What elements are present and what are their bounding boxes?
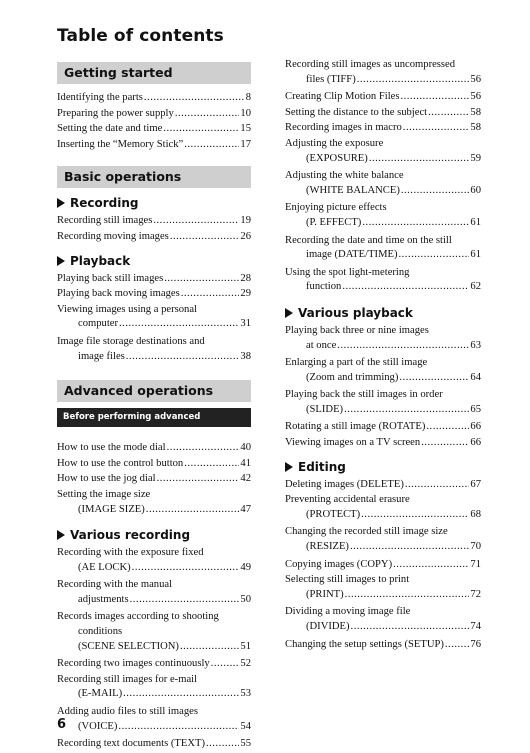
toc-entry-page: 76 [470, 638, 481, 650]
toc-entry-page: 58 [470, 106, 481, 118]
entry-spacer [57, 245, 251, 246]
toc-entry-page: 47 [240, 503, 251, 515]
toc-entry-text: Records images according to shooting [57, 611, 219, 623]
toc-entry[interactable] [285, 420, 481, 435]
toc-entry-text: Recording text documents (TEXT) [57, 738, 205, 750]
toc-entry-page: 71 [470, 558, 481, 570]
toc-entry-page: 67 [470, 478, 481, 490]
dot-leader [405, 478, 470, 493]
dot-leader [426, 420, 469, 435]
toc-entry-page: 50 [240, 593, 251, 605]
dot-leader [164, 272, 239, 287]
toc-entry[interactable] [57, 705, 251, 734]
toc-entry-text: Setting the distance to the subject [285, 106, 428, 118]
subsection-banner: Before performing advanced operations [57, 408, 251, 427]
dot-leader [357, 73, 470, 88]
toc-entry[interactable] [57, 610, 251, 654]
toc-entry-text: Rotating a still image (ROTATE) [285, 421, 426, 433]
toc-entry-page: 61 [470, 216, 481, 228]
subheading-label: Recording [70, 196, 139, 211]
toc-right-column [285, 58, 481, 653]
dot-leader [350, 540, 469, 555]
entry-spacer [285, 451, 481, 452]
dot-leader [401, 184, 470, 199]
toc-entry[interactable] [285, 106, 481, 121]
toc-entry-page: 61 [470, 249, 481, 261]
entry-spacer [285, 652, 481, 653]
section-header-getting-started: Getting started [57, 62, 251, 84]
dot-leader [163, 122, 239, 137]
toc-entry-text: (E-MAIL) [78, 688, 123, 700]
toc-entry[interactable] [57, 657, 251, 672]
dot-leader [351, 620, 470, 635]
dot-leader [403, 121, 470, 136]
toc-entry-text: Adding audio files to still images [57, 706, 198, 718]
toc-left-column [57, 62, 251, 753]
toc-entry-text: Deleting images (DELETE) [285, 478, 404, 490]
dot-leader [123, 687, 239, 702]
toc-entry-text: Recording two images continuously [57, 658, 210, 670]
toc-entry-text: How to use the control button [57, 457, 184, 469]
toc-entry-page: 49 [240, 561, 251, 573]
toc-entry-text: Changing the setup settings (SETUP) [285, 638, 444, 650]
toc-entry-text: Playing back moving images [57, 288, 180, 300]
dot-leader [400, 90, 469, 105]
toc-entry-text: (IMAGE SIZE) [78, 503, 145, 515]
toc-entry-text: Dividing a moving image file [285, 606, 411, 618]
toc-entry[interactable] [285, 266, 481, 295]
dot-leader [157, 472, 240, 487]
toc-entry[interactable] [285, 121, 481, 136]
toc-entry-text: image (DATE/TIME) [306, 249, 398, 261]
toc-entry-text: How to use the jog dial [57, 473, 156, 485]
toc-entry-text: Playing back three or nine images [285, 324, 429, 336]
toc-entry[interactable] [285, 356, 481, 385]
toc-entry-page: 51 [240, 640, 251, 652]
toc-entry-page: 63 [470, 339, 481, 351]
dot-leader [184, 457, 239, 472]
toc-entry-text: Recording with the exposure fixed [57, 547, 204, 559]
toc-entry[interactable] [57, 214, 251, 229]
toc-entry[interactable] [285, 525, 481, 554]
toc-entry-page: 55 [240, 738, 251, 750]
toc-entry-text: Recording moving images [57, 230, 169, 242]
toc-entry-page: 64 [470, 371, 481, 383]
dot-leader [167, 441, 240, 456]
toc-entry-text: (SCENE SELECTION) [78, 640, 179, 652]
toc-entry-page: 72 [470, 588, 481, 600]
toc-entry-page: 54 [240, 720, 251, 732]
toc-entry[interactable] [285, 169, 481, 198]
toc-entry-text: (VOICE) [78, 720, 118, 732]
toc-entry-text: Recording with the manual [57, 579, 173, 591]
entry-spacer [57, 517, 251, 520]
toc-entry[interactable] [285, 478, 481, 493]
toc-entry[interactable] [57, 546, 251, 575]
dot-leader [342, 280, 469, 295]
triangle-bullet-icon [57, 530, 65, 540]
toc-entry-page: 41 [240, 457, 251, 469]
subheading-playback [57, 254, 251, 268]
toc-entry[interactable] [57, 91, 251, 106]
toc-entry-text: Using the spot light-metering [285, 266, 410, 278]
toc-entry-text: Viewing images using a personal [57, 303, 197, 315]
toc-entry-page: 53 [240, 688, 251, 700]
toc-entry[interactable] [57, 303, 251, 332]
triangle-bullet-icon [285, 308, 293, 318]
toc-entry-text: (AE LOCK) [78, 561, 131, 573]
toc-entry-text: function [306, 281, 342, 293]
toc-entry[interactable] [285, 558, 481, 573]
toc-entry[interactable] [57, 737, 251, 752]
toc-entry-text: (SLIDE) [306, 403, 344, 415]
dot-leader [362, 216, 469, 231]
toc-entry[interactable] [285, 605, 481, 634]
toc-entry[interactable] [285, 324, 481, 353]
dot-leader [170, 230, 240, 245]
toc-entry-text: Creating Clip Motion Files [285, 91, 400, 103]
entry-spacer [57, 364, 251, 367]
dot-leader [337, 339, 469, 354]
subheading-recording [57, 196, 251, 210]
toc-entry-text: files (TIFF) [306, 73, 356, 85]
dot-leader [428, 106, 469, 121]
toc-entry-page: 15 [240, 123, 251, 135]
toc-entry-page: 40 [240, 442, 251, 454]
toc-entry[interactable] [57, 457, 251, 472]
dot-leader [130, 593, 240, 608]
toc-entry-page: 66 [470, 421, 481, 433]
toc-entry[interactable] [57, 578, 251, 607]
toc-entry-text: Recording images in macro [285, 122, 402, 134]
dot-leader [144, 91, 245, 106]
toc-entry-page: 74 [470, 621, 481, 632]
toc-entry-text: (EXPOSURE) [306, 152, 368, 164]
section-header-basic-operations: Basic operations [57, 166, 251, 188]
toc-entry-text: Setting the image size [57, 488, 151, 500]
subheading-editing [285, 460, 481, 474]
toc-entry[interactable] [57, 138, 251, 153]
toc-entry[interactable] [285, 493, 481, 522]
toc-entry-text: (WHITE BALANCE) [306, 184, 400, 196]
toc-entry[interactable] [57, 287, 251, 302]
toc-entry-page: 59 [470, 152, 481, 164]
toc-entry-text: Identifying the parts [57, 92, 143, 103]
toc-entry-text: Inserting the “Memory Stick” [57, 138, 184, 150]
dot-leader [153, 214, 239, 229]
toc-entry-text: (PRINT) [306, 588, 344, 600]
toc-entry-text: Playing back the still images in order [285, 389, 443, 401]
toc-entry-page: 38 [240, 350, 251, 362]
toc-entry-text: Recording still images for e-mail [57, 673, 198, 685]
toc-entry-text: Viewing images on a TV screen [285, 437, 421, 449]
toc-entry-text: Adjusting the exposure [285, 137, 384, 149]
toc-entry-text: How to use the mode dial [57, 442, 166, 454]
toc-entry-text: Changing the recorded still image size [285, 526, 448, 538]
toc-entry-page: 42 [240, 473, 251, 485]
dot-leader [146, 503, 240, 518]
toc-entry-text: Image file storage destinations and [57, 335, 205, 347]
toc-entry[interactable] [57, 472, 251, 487]
dot-leader [399, 371, 469, 386]
toc-entry-page: 68 [470, 508, 481, 520]
toc-entry[interactable] [285, 90, 481, 105]
toc-entry[interactable] [57, 441, 251, 456]
dot-leader [119, 317, 239, 332]
toc-entry-text: (Zoom and trimming) [306, 371, 399, 383]
toc-entry-text: Enjoying picture effects [285, 202, 387, 214]
toc-entry[interactable] [285, 137, 481, 166]
toc-entry-page: 66 [470, 437, 481, 449]
toc-entry[interactable] [57, 488, 251, 517]
section-header-advanced-operations: Advanced operations [57, 380, 251, 402]
dot-leader [445, 638, 470, 653]
toc-entry-page: 56 [470, 73, 481, 85]
toc-entry[interactable] [57, 230, 251, 245]
toc-entry-page: 29 [240, 288, 251, 300]
toc-entry-text: adjustments [78, 593, 129, 605]
toc-entry-text: Recording still images as uncompressed [285, 59, 456, 70]
toc-entry[interactable] [285, 638, 481, 653]
toc-entry-page: 26 [240, 230, 251, 242]
toc-entry-text: Copying images (COPY) [285, 558, 393, 570]
toc-entry[interactable] [57, 122, 251, 137]
toc-entry[interactable] [285, 388, 481, 417]
dot-leader [184, 138, 239, 153]
toc-entry[interactable] [57, 107, 251, 122]
subheading-label: Various recording [70, 528, 191, 543]
dot-leader [345, 588, 470, 603]
toc-entry[interactable] [285, 201, 481, 230]
dot-leader [361, 508, 469, 523]
dot-leader [369, 152, 470, 167]
toc-entry-text: Recording the date and time on the still [285, 234, 452, 246]
entry-spacer [285, 295, 481, 298]
toc-entry-text: Adjusting the white balance [285, 170, 404, 182]
dot-leader [399, 248, 470, 263]
toc-entry-page: 70 [470, 541, 481, 553]
subheading-label: Playback [70, 253, 131, 268]
toc-entry[interactable] [285, 436, 481, 451]
dot-leader [181, 287, 240, 302]
toc-entry-text: Enlarging a part of the still image [285, 357, 428, 369]
toc-entry-text: Selecting still images to print [285, 574, 410, 586]
dot-leader [180, 640, 239, 655]
toc-entry-text: computer [78, 318, 119, 330]
toc-entry-text: Preventing accidental erasure [285, 494, 410, 506]
toc-entry-text: Setting the date and time [57, 123, 163, 135]
toc-entry-page: 58 [470, 122, 481, 134]
toc-entry-page: 65 [470, 403, 481, 415]
toc-entry[interactable] [57, 673, 251, 702]
toc-entry-text: image files [78, 350, 125, 362]
dot-leader [421, 436, 469, 451]
subheading-label: Various playback [298, 305, 413, 320]
toc-entry-page: 62 [470, 281, 481, 293]
dot-leader [118, 720, 239, 735]
toc-entry-page: 17 [240, 138, 251, 150]
triangle-bullet-icon [285, 462, 293, 472]
dot-leader [132, 561, 240, 576]
page-number: 6 [57, 717, 67, 732]
page-title: Table of contents [57, 26, 224, 46]
dot-leader [344, 403, 469, 418]
toc-entry-text: at once [306, 339, 337, 351]
toc-entry-page: 8 [245, 92, 251, 103]
toc-entry-page: 19 [240, 215, 251, 227]
toc-entry-text: Recording still images [57, 215, 153, 227]
subheading-label: Editing [298, 459, 346, 474]
toc-entry-text: (P. EFFECT) [306, 216, 362, 228]
toc-entry-text: (PROTECT) [306, 508, 361, 520]
toc-entry-text: Playing back still images [57, 272, 164, 284]
entry-spacer [57, 152, 251, 153]
dot-leader [211, 657, 240, 672]
subheading-various-recording [57, 528, 251, 542]
toc-entry-page: 60 [470, 184, 481, 196]
triangle-bullet-icon [57, 198, 65, 208]
toc-entry[interactable] [285, 234, 481, 263]
toc-entry[interactable] [57, 272, 251, 287]
toc-entry-text: (RESIZE) [306, 541, 349, 553]
toc-entry[interactable] [285, 573, 481, 602]
toc-entry-text: conditions [78, 626, 123, 638]
toc-entry-page: 28 [240, 272, 251, 284]
toc-entry[interactable] [285, 58, 481, 87]
dot-leader [206, 737, 239, 752]
dot-leader [175, 107, 240, 122]
toc-entry-page: 52 [240, 658, 251, 670]
toc-entry-page: 31 [240, 318, 251, 330]
toc-entry-text: (DIVIDE) [306, 621, 350, 632]
subheading-various-playback [285, 306, 481, 320]
dot-leader [126, 350, 240, 365]
toc-entry-text: Preparing the power supply [57, 107, 174, 119]
toc-entry-page: 10 [240, 107, 251, 119]
toc-entry[interactable] [57, 335, 251, 364]
triangle-bullet-icon [57, 256, 65, 266]
toc-entry-page: 56 [470, 91, 481, 103]
dot-leader [393, 558, 469, 573]
